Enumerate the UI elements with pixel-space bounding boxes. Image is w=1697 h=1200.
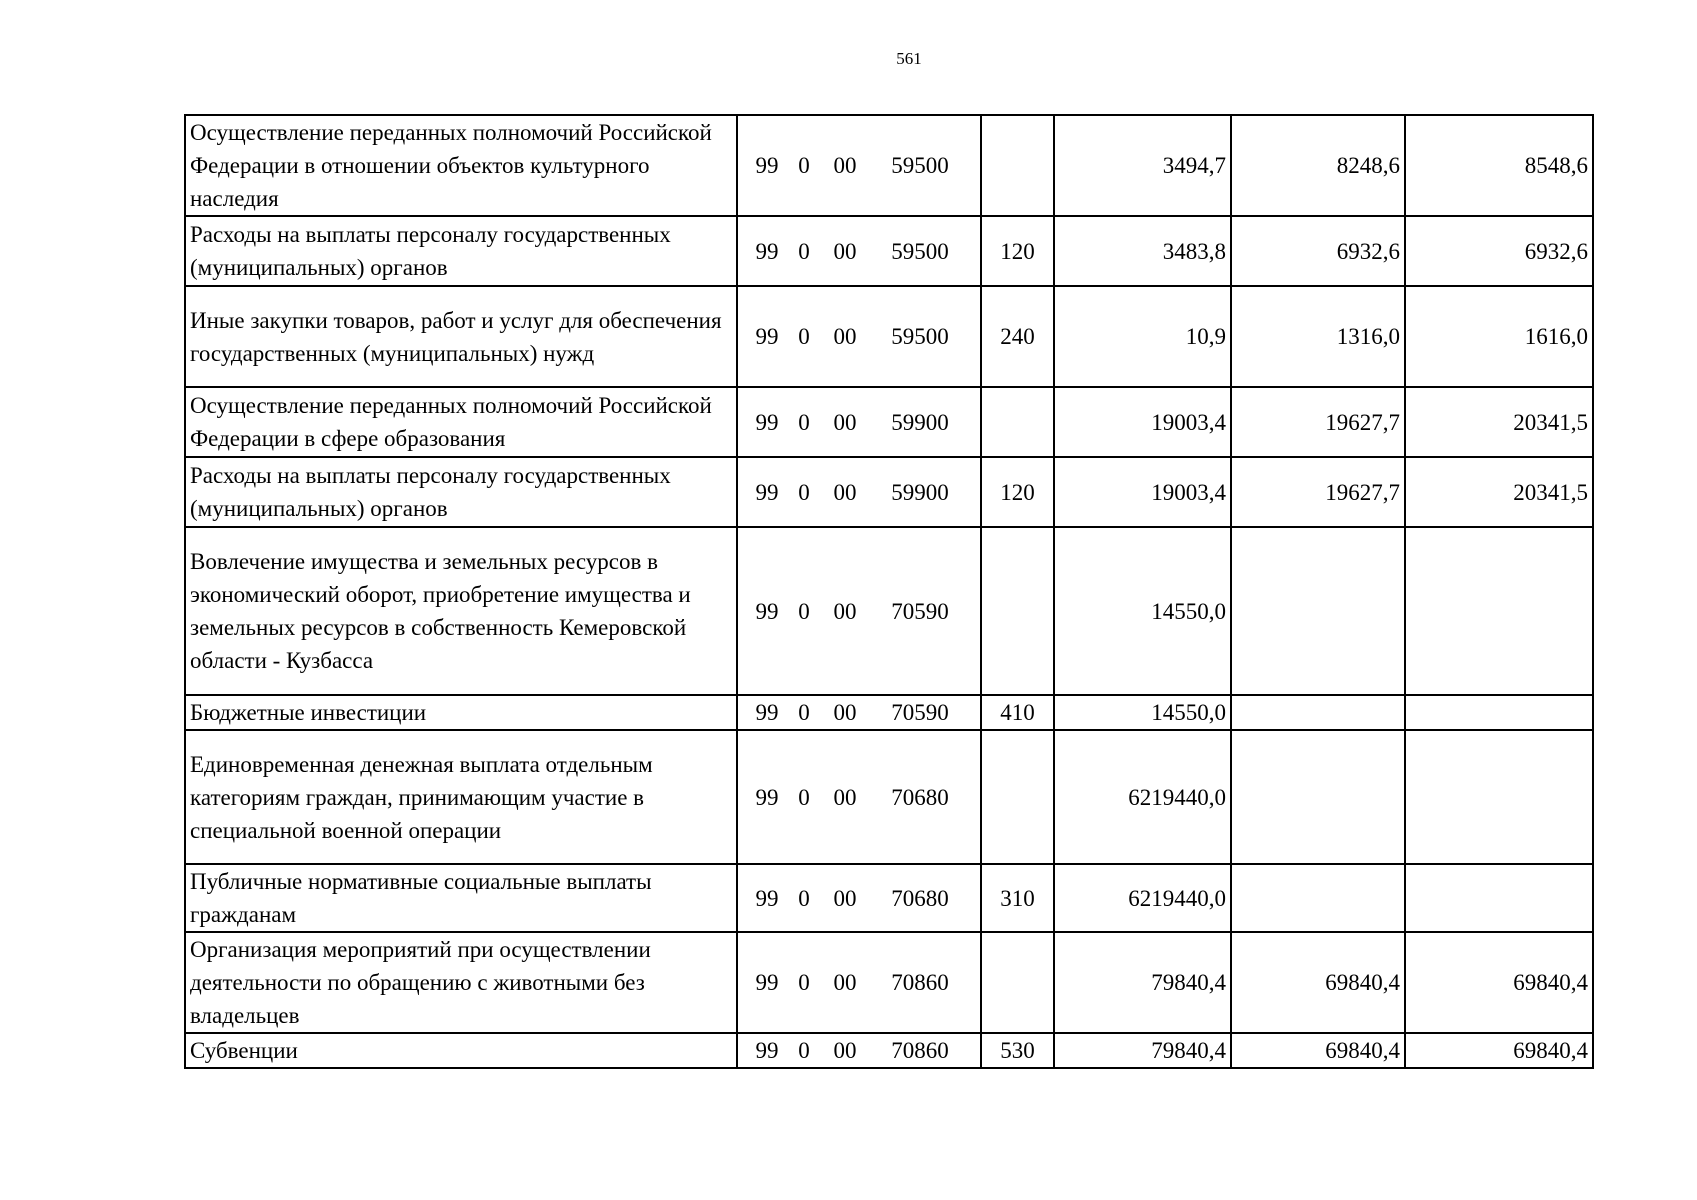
code-sub: 0 — [798, 479, 810, 505]
row-name: Организация мероприятий при осуществлении деятельности по обращению с животными без владельцев — [185, 932, 737, 1033]
code-direction: 59900 — [891, 409, 949, 435]
row-value-2 — [1231, 527, 1405, 695]
row-code — [737, 527, 981, 695]
row-value-2 — [1231, 695, 1405, 730]
row-code — [737, 730, 981, 864]
row-expense-type — [981, 730, 1054, 864]
table-row — [185, 216, 1593, 286]
row-expense-type — [981, 527, 1054, 695]
row-expense-type: 240 — [981, 286, 1054, 387]
code-direction: 59500 — [891, 238, 949, 264]
row-value-1: 79840,4 — [1054, 932, 1231, 1033]
row-name: Расходы на выплаты персоналу государственных (муниципальных) органов — [185, 216, 737, 286]
table-row — [185, 695, 1593, 730]
code-direction: 70680 — [891, 784, 949, 810]
code-group: 00 — [833, 238, 857, 264]
row-value-3: 20341,5 — [1405, 387, 1593, 457]
row-value-2: 6932,6 — [1231, 216, 1405, 286]
code-direction: 59500 — [891, 153, 949, 178]
row-code — [737, 1033, 981, 1068]
code-group: 00 — [833, 409, 857, 435]
row-code — [737, 286, 981, 387]
table-row — [185, 1033, 1593, 1068]
table-row — [185, 286, 1593, 387]
row-value-2 — [1231, 730, 1405, 864]
row-value-3: 1616,0 — [1405, 286, 1593, 387]
budget-table-body — [185, 115, 1593, 1068]
code-program: 99 — [755, 970, 779, 995]
row-value-1: 79840,4 — [1054, 1033, 1231, 1068]
row-code — [737, 387, 981, 457]
code-direction: 70590 — [891, 598, 949, 624]
code-group: 00 — [833, 598, 857, 624]
code-sub: 0 — [798, 153, 810, 178]
row-value-2: 19627,7 — [1231, 457, 1405, 527]
code-sub: 0 — [798, 598, 810, 624]
row-expense-type: 120 — [981, 216, 1054, 286]
code-program: 99 — [755, 784, 779, 810]
table-row — [185, 115, 1593, 216]
code-sub: 0 — [798, 885, 810, 911]
code-group: 00 — [833, 970, 857, 995]
code-sub: 0 — [798, 409, 810, 435]
row-value-1: 10,9 — [1054, 286, 1231, 387]
row-value-2: 69840,4 — [1231, 1033, 1405, 1068]
code-direction: 70860 — [891, 970, 949, 995]
code-direction: 70590 — [891, 700, 949, 725]
row-code — [737, 115, 981, 216]
row-expense-type: 120 — [981, 457, 1054, 527]
budget-table — [184, 114, 1594, 1069]
row-value-1: 6219440,0 — [1054, 730, 1231, 864]
row-value-1: 19003,4 — [1054, 457, 1231, 527]
code-sub: 0 — [798, 1038, 810, 1063]
row-value-3: 6932,6 — [1405, 216, 1593, 286]
code-group: 00 — [833, 700, 857, 725]
row-value-2 — [1231, 864, 1405, 932]
row-value-1: 19003,4 — [1054, 387, 1231, 457]
code-direction: 59500 — [891, 324, 949, 349]
row-value-3: 69840,4 — [1405, 932, 1593, 1033]
row-expense-type — [981, 932, 1054, 1033]
code-program: 99 — [755, 153, 779, 178]
code-program: 99 — [755, 238, 779, 264]
code-program: 99 — [755, 409, 779, 435]
row-code — [737, 457, 981, 527]
row-name: Вовлечение имущества и земельных ресурсов в экономический оборот, приобретение имущества и земельных ресурсов в собственность Кемеровской области - Кузбасса — [185, 527, 737, 695]
row-value-1: 3494,7 — [1054, 115, 1231, 216]
row-value-2: 1316,0 — [1231, 286, 1405, 387]
row-value-1: 6219440,0 — [1054, 864, 1231, 932]
row-name: Публичные нормативные социальные выплаты гражданам — [185, 864, 737, 932]
row-value-3 — [1405, 730, 1593, 864]
row-expense-type: 310 — [981, 864, 1054, 932]
code-sub: 0 — [798, 970, 810, 995]
code-direction: 70860 — [891, 1038, 949, 1063]
code-program: 99 — [755, 598, 779, 624]
row-value-3: 20341,5 — [1405, 457, 1593, 527]
row-value-3 — [1405, 864, 1593, 932]
code-group: 00 — [833, 324, 857, 349]
table-row — [185, 864, 1593, 932]
row-value-2: 19627,7 — [1231, 387, 1405, 457]
code-sub: 0 — [798, 784, 810, 810]
code-group: 00 — [833, 784, 857, 810]
page-number: 561 — [896, 49, 922, 68]
code-program: 99 — [755, 1038, 779, 1063]
table-row — [185, 730, 1593, 864]
row-value-1: 14550,0 — [1054, 695, 1231, 730]
row-value-3: 69840,4 — [1405, 1033, 1593, 1068]
row-name: Единовременная денежная выплата отдельным категориям граждан, принимающим участие в специальной военной операции — [185, 730, 737, 864]
row-name: Осуществление переданных полномочий Российской Федерации в сфере образования — [185, 387, 737, 457]
code-program: 99 — [755, 479, 779, 505]
row-code — [737, 695, 981, 730]
row-code — [737, 216, 981, 286]
row-value-3 — [1405, 527, 1593, 695]
code-direction: 70680 — [891, 885, 949, 911]
row-value-2: 8248,6 — [1231, 115, 1405, 216]
row-name: Осуществление переданных полномочий Российской Федерации в отношении объектов культурного наследия — [185, 115, 737, 216]
table-row — [185, 527, 1593, 695]
row-name: Расходы на выплаты персоналу государственных (муниципальных) органов — [185, 457, 737, 527]
row-code — [737, 864, 981, 932]
row-expense-type: 410 — [981, 695, 1054, 730]
code-program: 99 — [755, 324, 779, 349]
row-expense-type — [981, 387, 1054, 457]
row-value-1: 3483,8 — [1054, 216, 1231, 286]
code-group: 00 — [833, 1038, 857, 1063]
table-row — [185, 387, 1593, 457]
code-sub: 0 — [798, 700, 810, 725]
table-row — [185, 932, 1593, 1033]
row-value-1: 14550,0 — [1054, 527, 1231, 695]
row-name: Субвенции — [185, 1033, 737, 1068]
row-code — [737, 932, 981, 1033]
table-row — [185, 457, 1593, 527]
code-group: 00 — [833, 885, 857, 911]
row-expense-type: 530 — [981, 1033, 1054, 1068]
code-program: 99 — [755, 885, 779, 911]
code-sub: 0 — [798, 238, 810, 264]
row-name: Бюджетные инвестиции — [185, 695, 737, 730]
row-name: Иные закупки товаров, работ и услуг для обеспечения государственных (муниципальных) нужд — [185, 286, 737, 387]
code-direction: 59900 — [891, 479, 949, 505]
code-group: 00 — [833, 153, 857, 178]
row-value-3 — [1405, 695, 1593, 730]
row-value-3: 8548,6 — [1405, 115, 1593, 216]
code-program: 99 — [755, 700, 779, 725]
code-group: 00 — [833, 479, 857, 505]
code-sub: 0 — [798, 324, 810, 349]
row-expense-type — [981, 115, 1054, 216]
row-value-2: 69840,4 — [1231, 932, 1405, 1033]
